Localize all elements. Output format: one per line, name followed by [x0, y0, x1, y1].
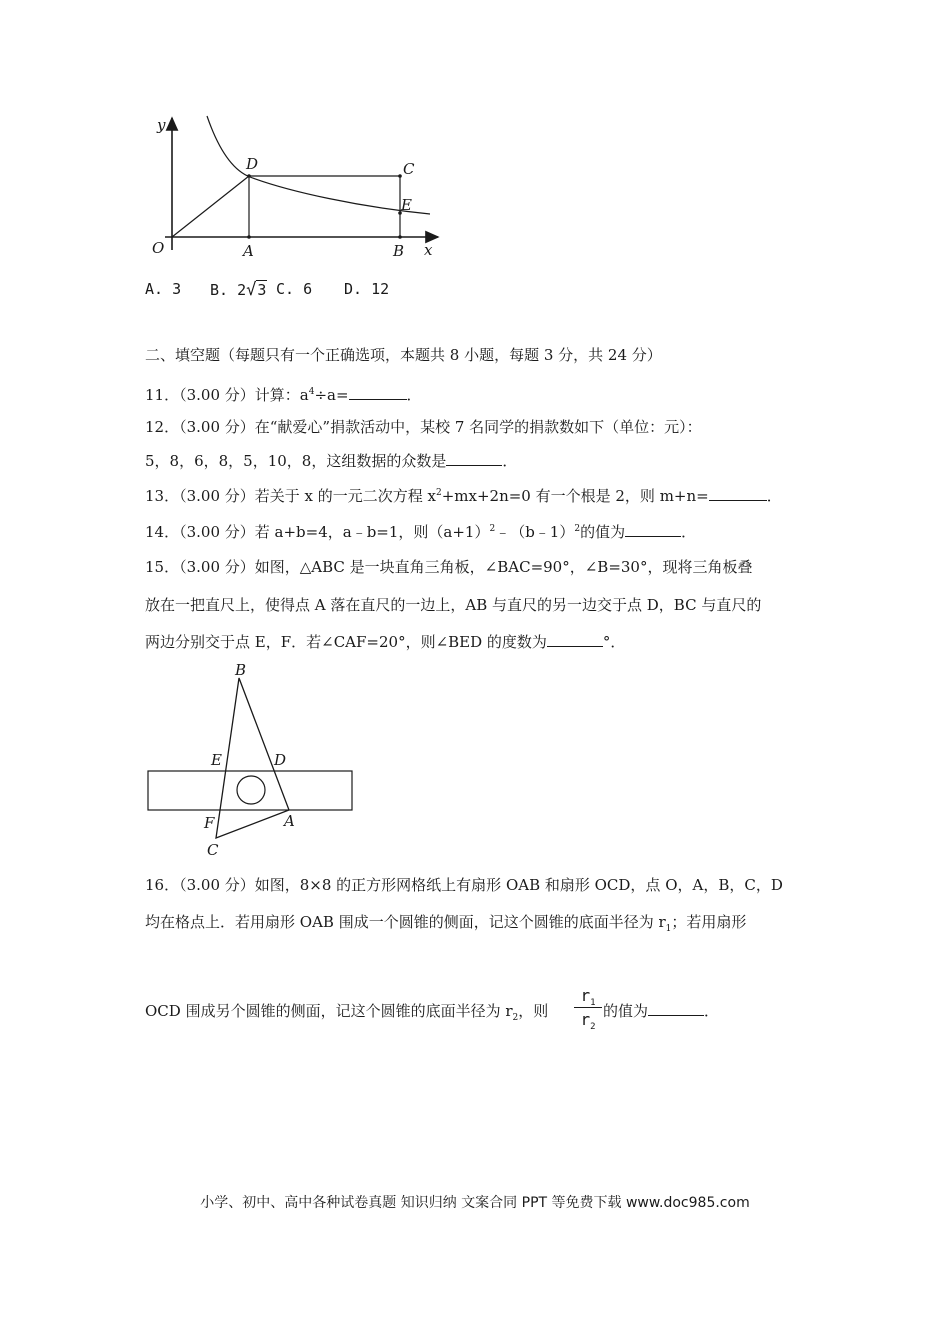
answer-blank[interactable] — [446, 451, 502, 466]
footer-text: 小学、初中、高中各种试卷真题 知识归纳 文案合同 PPT 等免费下载 www.doc985.com — [200, 1195, 750, 1211]
ruler-hole — [237, 776, 265, 804]
label-d: D — [246, 155, 259, 173]
option-a: A. 3 — [145, 280, 182, 298]
label-a: A — [284, 812, 295, 830]
label-e: E — [211, 751, 222, 769]
question-11: 11．（3.00 分）计算：$a^4\div a=$ ． — [145, 386, 422, 404]
section-title: 二、填空题（每题只有一个正确选项，本题共 8 小题，每题 3 分，共 24 分） — [145, 346, 662, 364]
label-c: C — [403, 160, 415, 178]
fraction-r1-over-r2 — [574, 986, 602, 1033]
label-b: B — [235, 661, 247, 679]
figure-triangle-ruler — [140, 658, 365, 863]
answer-blank[interactable] — [349, 385, 407, 400]
label-b: B — [393, 242, 405, 260]
question-14: 14．（3.00 分）若 a+b=4，a﹣b=1，则$(a+1)^2﹣(b﹣1)^2$的值为 ． — [145, 523, 697, 541]
option-b — [210, 280, 267, 300]
question-13: 13．（3.00 分）若关于 x 的一元二次方程 $x^2+mx+2n=0$ 有一个根是 2，则 m+n= ． — [145, 487, 782, 505]
answer-blank[interactable] — [625, 522, 681, 537]
label-d: D — [274, 751, 287, 769]
question-15-line3: 两边分别交于点 E，F．若∠CAF=20°，则∠BED 的度数为 °． — [145, 633, 626, 651]
segment-od — [172, 176, 249, 237]
answer-blank[interactable] — [648, 1001, 704, 1016]
question-15-line2: 放在一把直尺上，使得点 A 落在直尺的一边上，AB 与直尺的另一边交于点 D，BC 与直尺的 — [145, 596, 762, 614]
question-12-line2: 5，8，6，8，5，10，8，这组数据的众数是 ． — [145, 452, 518, 470]
option-b-radicand: 3 — [257, 281, 267, 299]
option-b-prefix: B. 2 — [210, 281, 247, 299]
answer-blank[interactable] — [709, 486, 767, 501]
hyperbola-curve — [207, 116, 430, 214]
question-16-line3-left: OCD 围成另个圆锥的侧面，记这个圆锥的底面半径为 $r_2$，则 — [145, 1002, 549, 1023]
label-y: y — [157, 116, 166, 134]
label-f: F — [204, 814, 215, 832]
figure-hyperbola-rectangle — [140, 110, 450, 260]
option-c: C. 6 — [276, 280, 313, 298]
question-12-line1: 12．（3.00 分）在“献爱心”捐款活动中，某校 7 名同学的捐款数如下（单位：元）： — [145, 418, 702, 436]
label-o: O — [152, 239, 165, 257]
answer-blank[interactable] — [547, 632, 603, 647]
question-16-line2: 均在格点上．若用扇形 OAB 围成一个圆锥的侧面，记这个圆锥的底面半径为 $r_1$；若用扇形 — [145, 913, 747, 934]
label-e: E — [401, 196, 412, 214]
option-d: D. 12 — [344, 280, 390, 298]
label-x: x — [424, 241, 433, 259]
label-c: C — [207, 841, 219, 859]
label-a: A — [243, 242, 254, 260]
fraction-denominator: $r_2$ — [580, 1010, 596, 1033]
question-16-line3-right: 的值为 ． — [603, 1002, 720, 1020]
fraction-numerator: $r_1$ — [580, 986, 596, 1009]
sqrt-sign: √ — [246, 280, 257, 300]
question-16-line1: 16．（3.00 分）如图，8×8 的正方形网格纸上有扇形 OAB 和扇形 OCD，点 O，A，B，C，D — [145, 876, 783, 894]
question-15-line1: 15．（3.00 分）如图，△ABC 是一块直角三角板，∠BAC=90°，∠B=30°，现将三角板叠 — [145, 558, 753, 576]
